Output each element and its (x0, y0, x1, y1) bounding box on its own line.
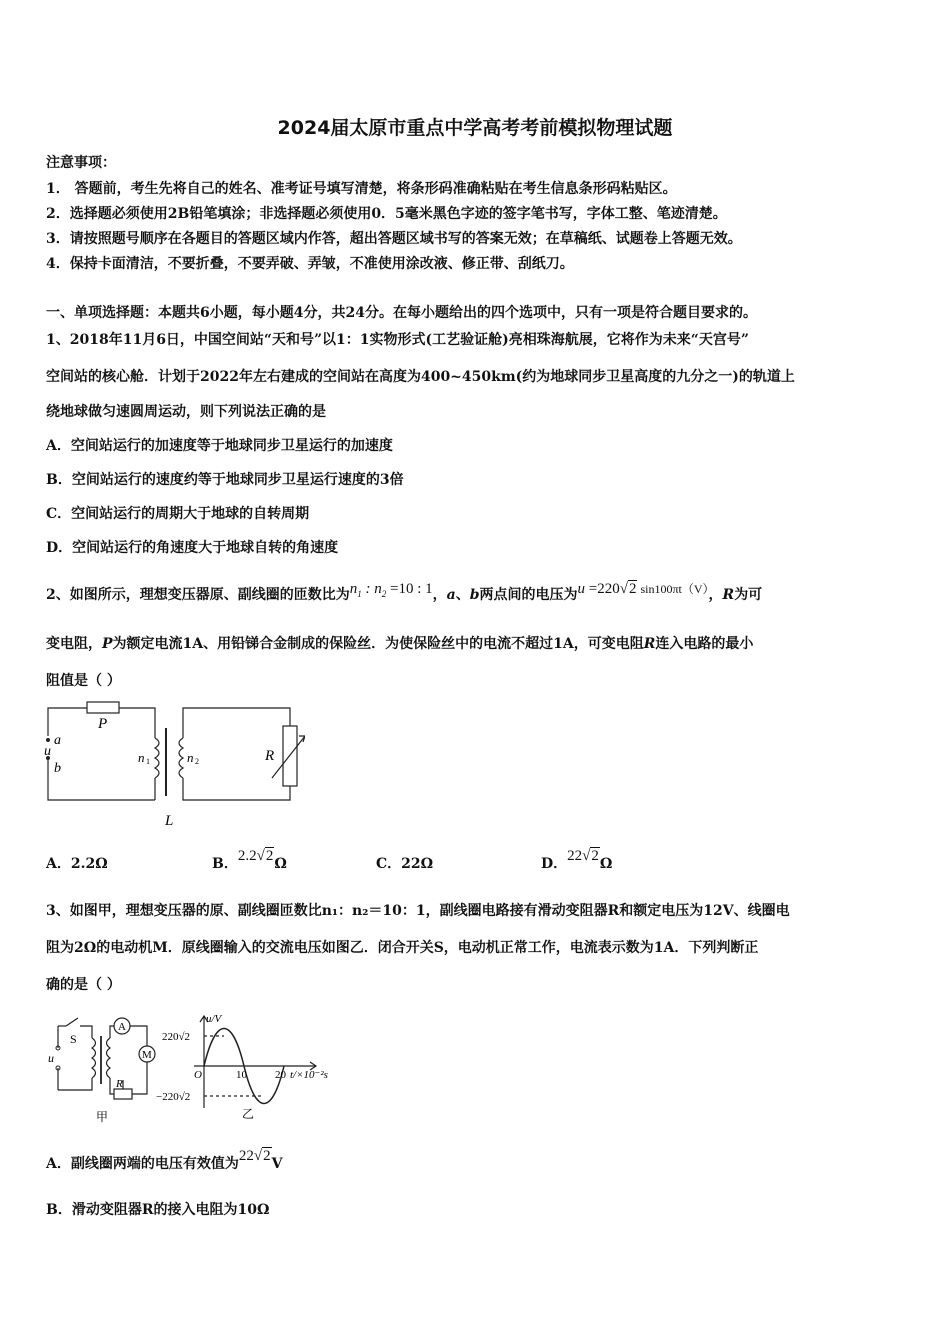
fig-label-b: b (54, 761, 61, 776)
q3-figures (44, 1008, 354, 1126)
fig-label-u: u (48, 1051, 54, 1065)
y-axis-label: u/V (206, 1013, 222, 1025)
q2-option-b: B．2.2√2Ω (212, 848, 287, 872)
section-heading: 一、单项选择题：本题共6小题，每小题4分，共24分。在每小题给出的四个选项中，只有一项是符合题目要求的。 (46, 305, 757, 321)
fig-label-P: P (98, 716, 108, 732)
fig-label-n1: n (138, 750, 145, 765)
y-tick-bottom: −220√2 (156, 1091, 191, 1103)
q3-stem-line: 确的是（ ） (46, 977, 121, 993)
fig-label-jia: 甲 (96, 1110, 109, 1124)
q1-option-b: B．空间站运行的速度约等于地球同步卫星运行速度的3倍 (46, 472, 404, 488)
q2-option-c: C．22Ω (376, 856, 434, 872)
q2-option-d: D．22√2Ω (541, 848, 613, 872)
q2-stem-line-1: 2、如图所示，理想变压器原、副线圈的匝数比为$n_1$ : $n_2 =10$ : 1，a、b两点间的电压为u =220√2 sin100πt（V），R为可 (46, 581, 763, 603)
x-axis-label: t/×10⁻²s (290, 1069, 328, 1081)
q2-stem-line-3: 阻值是（ ） (46, 673, 121, 689)
q1-stem-line: 绕地球做匀速圆周运动，则下列说法正确的是 (46, 404, 326, 420)
q2-stem-line-2: 变电阻，P为额定电流1A、用铅锑合金制成的保险丝．为使保险丝中的电流不超过1A，可变电阻R连入电路的最小 (46, 636, 754, 652)
notice-item: 3．请按照题号顺序在各题目的答题区域内作答，超出答题区域书写的答案无效；在草稿纸、试题卷上答题无效。 (46, 231, 742, 247)
fig-label-L: L (165, 813, 174, 829)
q2-transformer-circuit (40, 698, 305, 838)
fig-label-R: R (265, 748, 275, 764)
q1-stem-line: 1、2018年11月6日，中国空间站“天和号”以1：1实物形式(工艺验证舱)亮相珠海航展，它将作为未来“天宫号” (46, 332, 749, 348)
q3-stem-line: 阻为2Ω的电动机M．原线圈输入的交流电压如图乙．闭合开关S，电动机正常工作，电流表示数为1A．下列判断正 (46, 940, 759, 956)
fig-label-n1-sub: 1 (146, 757, 150, 766)
fig-label-S: S (70, 1032, 77, 1046)
page-title: 2024届太原市重点中学高考考前模拟物理试题 (277, 117, 673, 139)
q1-option-d: D．空间站运行的角速度大于地球自转的角速度 (46, 540, 339, 556)
notice-item: 4．保持卡面清洁，不要折叠，不要弄破、弄皱，不准使用涂改液、修正带、刮纸刀。 (46, 256, 574, 272)
q1-option-c: C．空间站运行的周期大于地球的自转周期 (46, 506, 310, 522)
notice-item: 1． 答题前，考生先将自己的姓名、准考证号填写清楚，将条形码准确粘贴在考生信息条形码粘贴区。 (46, 181, 677, 197)
q3-stem-line: 3、如图甲，理想变压器的原、副线圈匝数比n₁：n₂＝10：1，副线圈电路接有滑动变阻器R和额定电压为12V、线圈电 (46, 903, 790, 919)
fig-label-u: u (44, 744, 51, 759)
x-tick-10: 10 (236, 1069, 247, 1081)
q3-option-a: A．副线圈两端的电压有效值为22√2V (46, 1148, 283, 1172)
turns-ratio: $n_1$ : $n_2 =10$ : 1 (349, 581, 433, 599)
ammeter-label: A (118, 1021, 126, 1033)
q3-option-b: B．滑动变阻器R的接入电阻为10Ω (46, 1202, 270, 1218)
notice-heading: 注意事项： (46, 155, 116, 171)
fig-label-a: a (54, 733, 61, 748)
notice-item: 2．选择题必须使用2B铅笔填涂；非选择题必须使用0．5毫米黑色字迹的签字笔书写，字体工整、笔迹清楚。 (46, 206, 727, 222)
fig-label-n2-sub: 2 (195, 757, 199, 766)
q2-text: 2、如图所示，理想变压器原、副线圈的匝数比为 (46, 587, 350, 603)
y-tick-top: 220√2 (162, 1031, 191, 1043)
fig-label-yi: 乙 (242, 1107, 255, 1121)
q2-option-a: A．2.2Ω (46, 856, 108, 872)
x-tick-20: 20 (275, 1069, 286, 1081)
motor-label: M (142, 1049, 152, 1061)
q1-stem-line: 空间站的核心舱．计划于2022年左右建成的空间站在高度为400~450km(约为地球同步卫星高度的九分之一)的轨道上 (46, 369, 795, 385)
q1-option-a: A．空间站运行的加速度等于地球同步卫星运行的加速度 (46, 438, 393, 454)
origin-label: O (194, 1069, 202, 1081)
fig-label-n2: n (187, 750, 194, 765)
fig-label-R: R (116, 1078, 123, 1090)
voltage-expression: u =220√2 sin100πt（V） (577, 581, 709, 597)
